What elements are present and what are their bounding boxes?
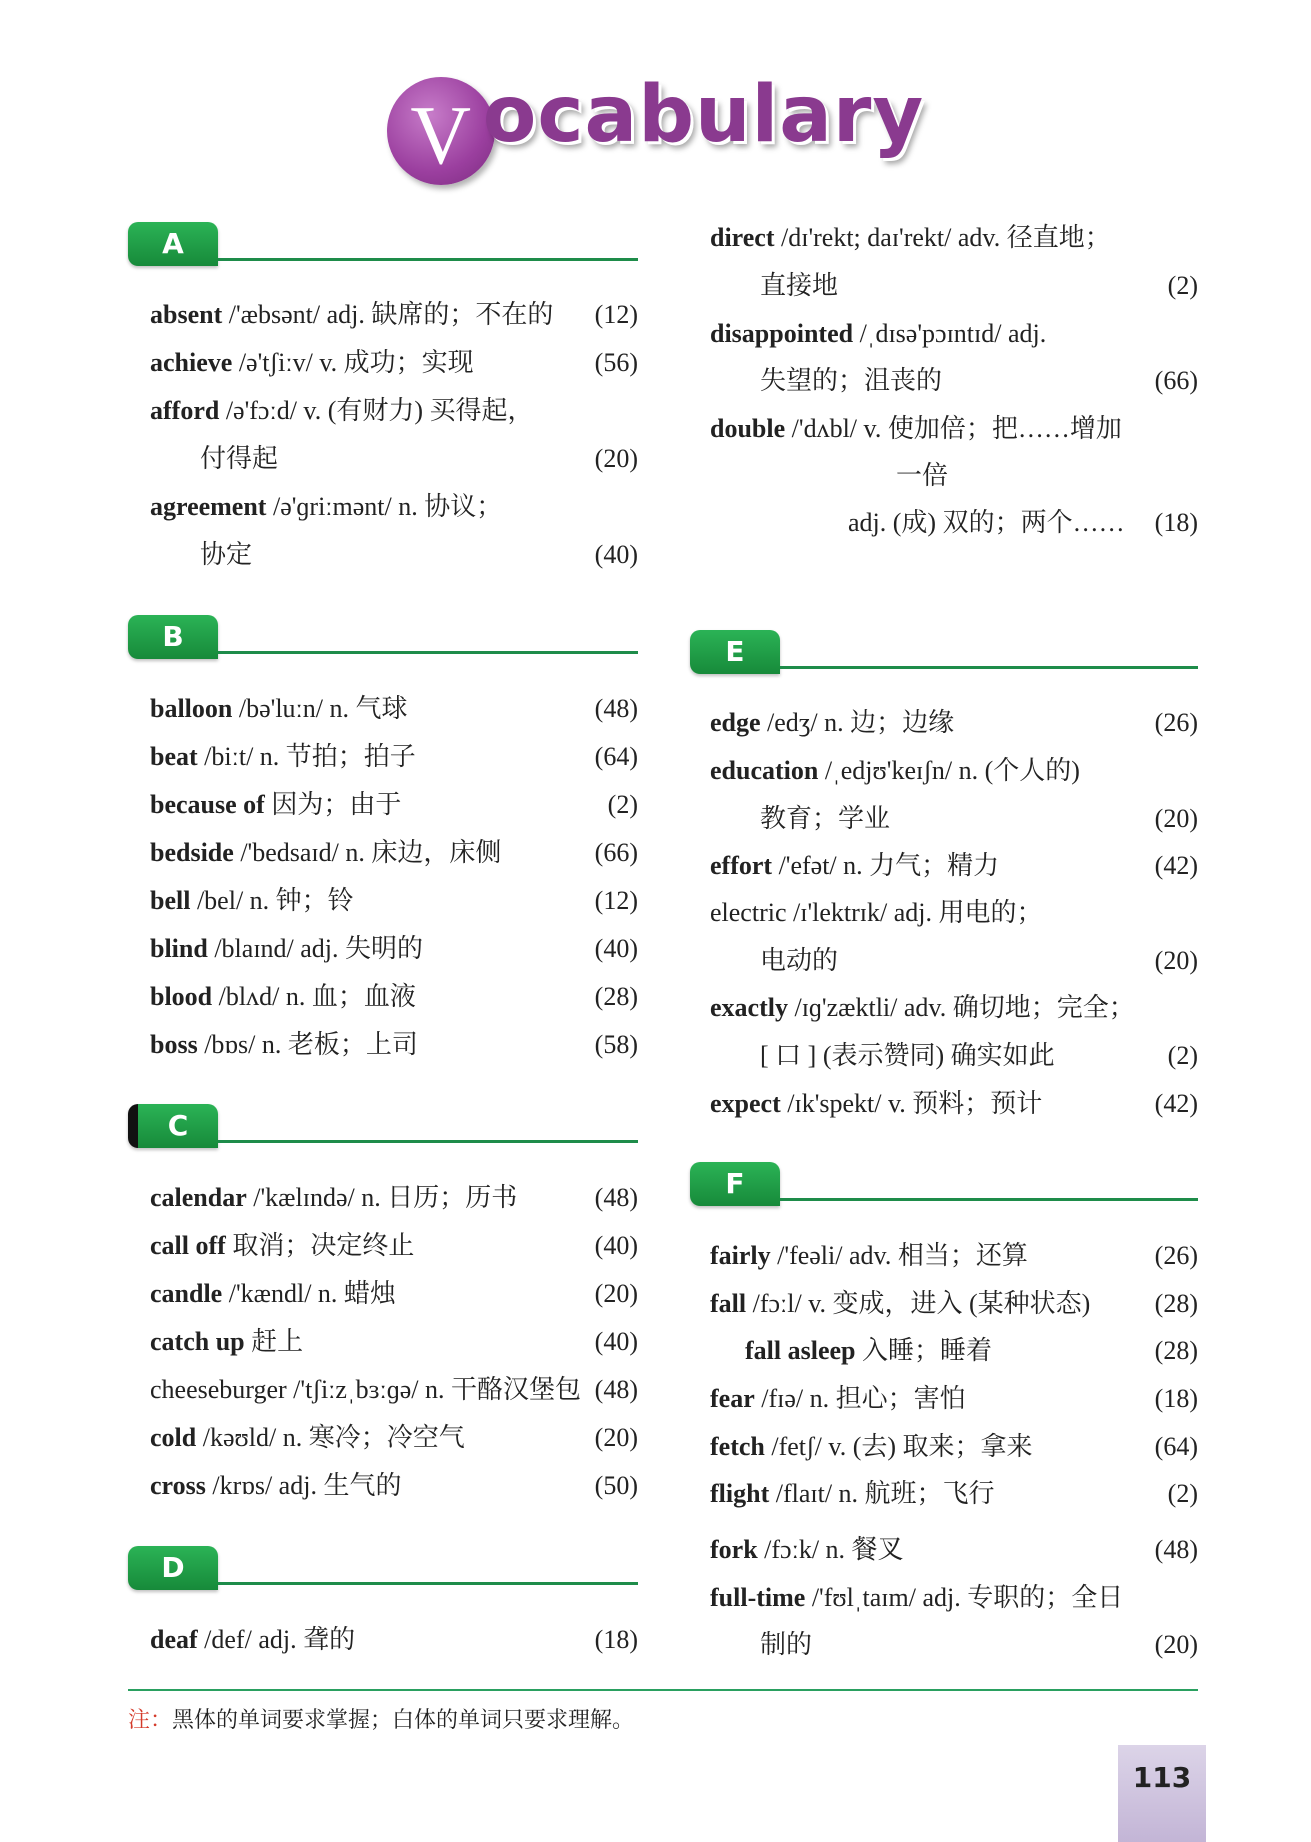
page-ref: (56): [594, 348, 638, 377]
section-tab: B: [128, 615, 218, 659]
entry-disappointed: disappointed /ˌdɪsə'pɔɪntɪd/ adj.: [710, 319, 1047, 348]
entry-double-cont2: adj. (成) 双的；两个……: [848, 508, 1125, 537]
page-ref: (40): [594, 1327, 638, 1356]
page-ref: (12): [594, 886, 638, 915]
entry-call-off: call off 取消；决定终止: [150, 1231, 415, 1260]
section-tab: D: [128, 1546, 218, 1590]
title-v-badge: V: [387, 77, 495, 185]
section-c: [128, 1104, 638, 1150]
entry-fear: fear /fɪə/ n. 担心；害怕: [710, 1384, 966, 1413]
entry-cheeseburger: cheeseburger /'tʃiːzˌbɜːɡə/ n. 干酪汉堡包: [150, 1375, 582, 1404]
entry-flight: flight /flaɪt/ n. 航班；飞行: [710, 1479, 995, 1508]
entry-cold: cold /kəʊld/ n. 寒冷；冷空气: [150, 1423, 465, 1452]
entry-direct-cont: 直接地: [760, 271, 839, 300]
entry-electric-cont: 电动的: [760, 946, 839, 975]
entry-calendar: calendar /'kælɪndə/ n. 日历；历书: [150, 1183, 518, 1212]
page-ref: (66): [594, 838, 638, 867]
section-b: [128, 615, 638, 661]
entry-edge: edge /edʒ/ n. 边；边缘: [710, 708, 955, 737]
entry-direct: direct /dɪ'rekt; daɪ'rekt/ adv. 径直地；: [710, 223, 1111, 252]
entry-education: education /ˌedjʊ'keɪʃn/ n. (个人的): [710, 756, 1080, 785]
entry-agreement: agreement /ə'ɡriːmənt/ n. 协议；: [150, 492, 503, 521]
page-ref: (26): [1154, 1241, 1198, 1270]
page-ref: (2): [1167, 271, 1198, 300]
page-ref: (64): [594, 742, 638, 771]
entry-bell: bell /bel/ n. 钟；铃: [150, 886, 354, 915]
entry-afford: afford /ə'fɔːd/ v. (有财力) 买得起，: [150, 396, 534, 425]
entry-fall-asleep: fall asleep 入睡；睡着: [745, 1336, 993, 1365]
page-ref: (40): [594, 540, 638, 569]
entry-catch-up: catch up 赶上: [150, 1327, 304, 1356]
page-ref: (48): [594, 694, 638, 723]
page-number: 113: [1132, 1761, 1192, 1794]
page-ref: (48): [594, 1375, 638, 1404]
entry-exactly-cont: [ 口 ] (表示赞同) 确实如此: [760, 1041, 1055, 1070]
entry-agreement-cont: 协定: [200, 540, 253, 569]
entry-double: double /'dʌbl/ v. 使加倍；把……增加: [710, 414, 1122, 443]
page-ref: (66): [1154, 366, 1198, 395]
page-ref: (20): [594, 1279, 638, 1308]
entry-exactly: exactly /ɪɡ'zæktli/ adv. 确切地；完全；: [710, 993, 1135, 1022]
page-ref: (18): [1154, 1384, 1198, 1413]
entry-achieve: achieve /ə'tʃiːv/ v. 成功；实现: [150, 348, 474, 377]
entry-fork: fork /fɔːk/ n. 餐叉: [710, 1535, 904, 1564]
entry-because-of: because of 因为；由于: [150, 790, 402, 819]
entry-expect: expect /ɪk'spekt/ v. 预料；预计: [710, 1089, 1043, 1118]
title-text: ocabulary: [482, 70, 925, 160]
page-ref: (20): [594, 1423, 638, 1452]
entry-full-time: full-time /'fʊlˌtaɪm/ adj. 专职的；全日: [710, 1583, 1124, 1612]
page-ref: (2): [607, 790, 638, 819]
page-ref: (40): [594, 934, 638, 963]
entry-electric: electric /ɪ'lektrɪk/ adj. 用电的；: [710, 898, 1043, 927]
page-ref: (28): [1154, 1289, 1198, 1318]
page-ref: (18): [594, 1625, 638, 1654]
entry-double-cont: 一倍: [896, 461, 949, 490]
section-f: [690, 1162, 1198, 1208]
page-ref: (2): [1167, 1479, 1198, 1508]
page-ref: (48): [1154, 1535, 1198, 1564]
entry-fairly: fairly /'feəli/ adv. 相当；还算: [710, 1241, 1028, 1270]
page-ref: (20): [1154, 946, 1198, 975]
entry-boss: boss /bɒs/ n. 老板；上司: [150, 1030, 418, 1059]
page-ref: (20): [1154, 1630, 1198, 1659]
page-number-box: [1118, 1745, 1206, 1842]
section-tab: A: [128, 222, 218, 266]
entry-bedside: bedside /'bedsaɪd/ n. 床边，床侧: [150, 838, 502, 867]
entry-full-time-cont: 制的: [760, 1630, 813, 1659]
page-ref: (64): [1154, 1432, 1198, 1461]
page-ref: (2): [1167, 1041, 1198, 1070]
section-d: [128, 1546, 638, 1592]
entry-fetch: fetch /fetʃ/ v. (去) 取来；拿来: [710, 1432, 1033, 1461]
page-ref: (26): [1154, 708, 1198, 737]
page-ref: (20): [1154, 804, 1198, 833]
footer-note: 注：黑体的单词要求掌握；白体的单词只要求理解。: [128, 1708, 635, 1733]
entry-effort: effort /'efət/ n. 力气；精力: [710, 851, 1000, 880]
page-ref: (28): [1154, 1336, 1198, 1365]
footer-divider: [128, 1689, 1198, 1691]
entry-education-cont: 教育；学业: [760, 804, 891, 833]
page-ref: (50): [594, 1471, 638, 1500]
page-title: [0, 70, 1311, 191]
page-ref: (42): [1154, 851, 1198, 880]
section-a: [128, 222, 638, 268]
entry-fall: fall /fɔːl/ v. 变成，进入 (某种状态): [710, 1289, 1091, 1318]
page-ref: (42): [1154, 1089, 1198, 1118]
page-ref: (20): [594, 444, 638, 473]
page-ref: (58): [594, 1030, 638, 1059]
page-ref: (40): [594, 1231, 638, 1260]
page-ref: (12): [594, 300, 638, 329]
entry-afford-cont: 付得起: [200, 444, 279, 473]
entry-blood: blood /blʌd/ n. 血；血液: [150, 982, 416, 1011]
entry-balloon: balloon /bə'luːn/ n. 气球: [150, 694, 408, 723]
entry-deaf: deaf /def/ adj. 聋的: [150, 1625, 356, 1654]
section-tab: F: [690, 1162, 780, 1206]
page-ref: (48): [594, 1183, 638, 1212]
entry-disappointed-cont: 失望的；沮丧的: [760, 366, 943, 395]
page-ref: (28): [594, 982, 638, 1011]
page-ref: (18): [1154, 508, 1198, 537]
section-tab: C: [128, 1104, 218, 1148]
section-e: [690, 630, 1198, 676]
entry-blind: blind /blaɪnd/ adj. 失明的: [150, 934, 424, 963]
section-tab: E: [690, 630, 780, 674]
entry-absent: absent /'æbsənt/ adj. 缺席的；不在的: [150, 300, 554, 329]
entry-cross: cross /krɒs/ adj. 生气的: [150, 1471, 402, 1500]
entry-beat: beat /biːt/ n. 节拍；拍子: [150, 742, 416, 771]
entry-candle: candle /'kændl/ n. 蜡烛: [150, 1279, 396, 1308]
